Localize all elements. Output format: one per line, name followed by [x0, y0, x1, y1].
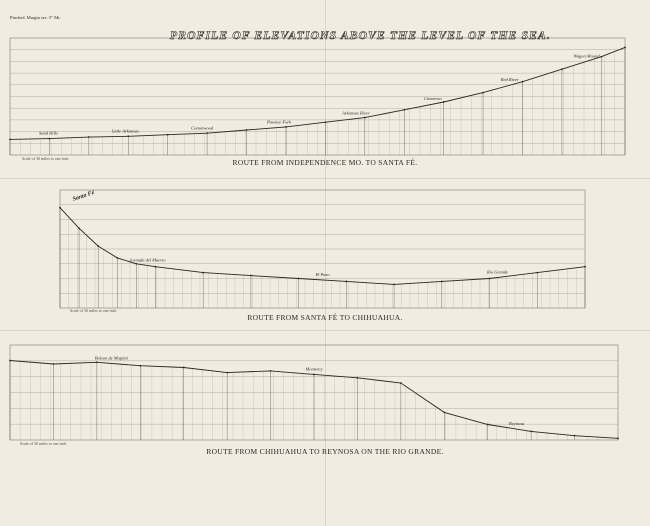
scale-note: Scale of 30 miles to one inch	[20, 441, 67, 446]
elevation-point	[574, 435, 576, 437]
elevation-point	[400, 382, 402, 384]
elevation-point	[584, 266, 586, 268]
section-label: Little Arkansas	[111, 128, 139, 134]
elevation-point	[139, 365, 141, 367]
elevation-point	[536, 272, 538, 274]
elevation-point	[226, 372, 228, 374]
elevation-point	[246, 129, 248, 131]
elevation-point	[530, 430, 532, 432]
elevation-point	[183, 367, 185, 369]
section-label: Pawnee Fork	[267, 119, 292, 125]
scale-note: Scale of 30 miles to one inch	[70, 308, 117, 313]
elevation-point	[624, 46, 626, 48]
start-marker: Santa Fé	[72, 190, 96, 203]
elevation-point	[443, 411, 445, 413]
elevation-point	[522, 81, 524, 83]
elevation-point	[206, 132, 208, 134]
elevation-point	[285, 126, 287, 128]
elevation-point	[357, 377, 359, 379]
elevation-point	[393, 284, 395, 286]
elevation-point	[155, 266, 157, 268]
elevation-point	[9, 360, 11, 362]
section-label: Wagon Mound	[573, 53, 600, 59]
elevation-point	[403, 109, 405, 111]
section-label: Arkansas River	[342, 110, 370, 116]
elevation-point	[88, 136, 90, 138]
section-label: Jornada del Muerto	[129, 257, 166, 263]
elevation-point	[53, 363, 55, 365]
section-label: Monterey	[305, 366, 323, 372]
elevation-point	[96, 361, 98, 363]
elevation-point	[364, 117, 366, 119]
route-title-1: ROUTE FROM INDEPENDENCE MO. TO SANTA FÉ.	[232, 158, 418, 167]
elevation-point	[482, 92, 484, 94]
elevation-point	[298, 278, 300, 280]
elevation-point	[135, 263, 137, 265]
section-label: Cottonwood	[191, 125, 214, 131]
elevation-point	[561, 68, 563, 70]
section-label: Cimarron	[424, 96, 442, 102]
page-title: PROFILE OF ELEVATIONS ABOVE THE LEVEL OF THE SEA.	[170, 30, 551, 42]
section-label: Reynosa	[509, 421, 525, 427]
elevation-point	[270, 370, 272, 372]
elevation-point	[617, 437, 619, 439]
elevation-point	[116, 257, 118, 259]
route-title-2: ROUTE FROM SANTA FÉ TO CHIHUAHUA.	[247, 313, 403, 322]
elevation-point	[489, 278, 491, 280]
elevation-point	[313, 373, 315, 375]
section-label: Bolson de Mapimi	[94, 355, 128, 361]
elevation-point	[97, 245, 99, 247]
elevation-point	[443, 101, 445, 103]
elevation-point	[202, 272, 204, 274]
elevation-point	[9, 139, 11, 141]
elevation-point	[324, 121, 326, 123]
elevation-point	[59, 207, 61, 209]
elevation-point	[167, 134, 169, 136]
corner-note: Pinched. Margin sec. 5" Mr.	[10, 15, 61, 20]
elevation-point	[78, 227, 80, 229]
elevation-point	[127, 135, 129, 137]
elevation-point	[600, 56, 602, 58]
section-label: Rio Grande	[486, 269, 509, 275]
section-label: El Paso	[315, 271, 330, 277]
elevation-point	[250, 275, 252, 277]
elevation-point	[49, 138, 51, 140]
route-title-3: ROUTE FROM CHIHUAHUA TO REYNOSA ON THE RIO GRANDE.	[206, 447, 444, 456]
section-label: Red River	[500, 77, 519, 83]
elevation-point	[345, 281, 347, 283]
elevation-point	[487, 424, 489, 426]
scale-note: Scale of 30 miles to one inch	[22, 156, 69, 161]
elevation-point	[441, 281, 443, 283]
section-label: Sand Hills	[38, 130, 58, 136]
